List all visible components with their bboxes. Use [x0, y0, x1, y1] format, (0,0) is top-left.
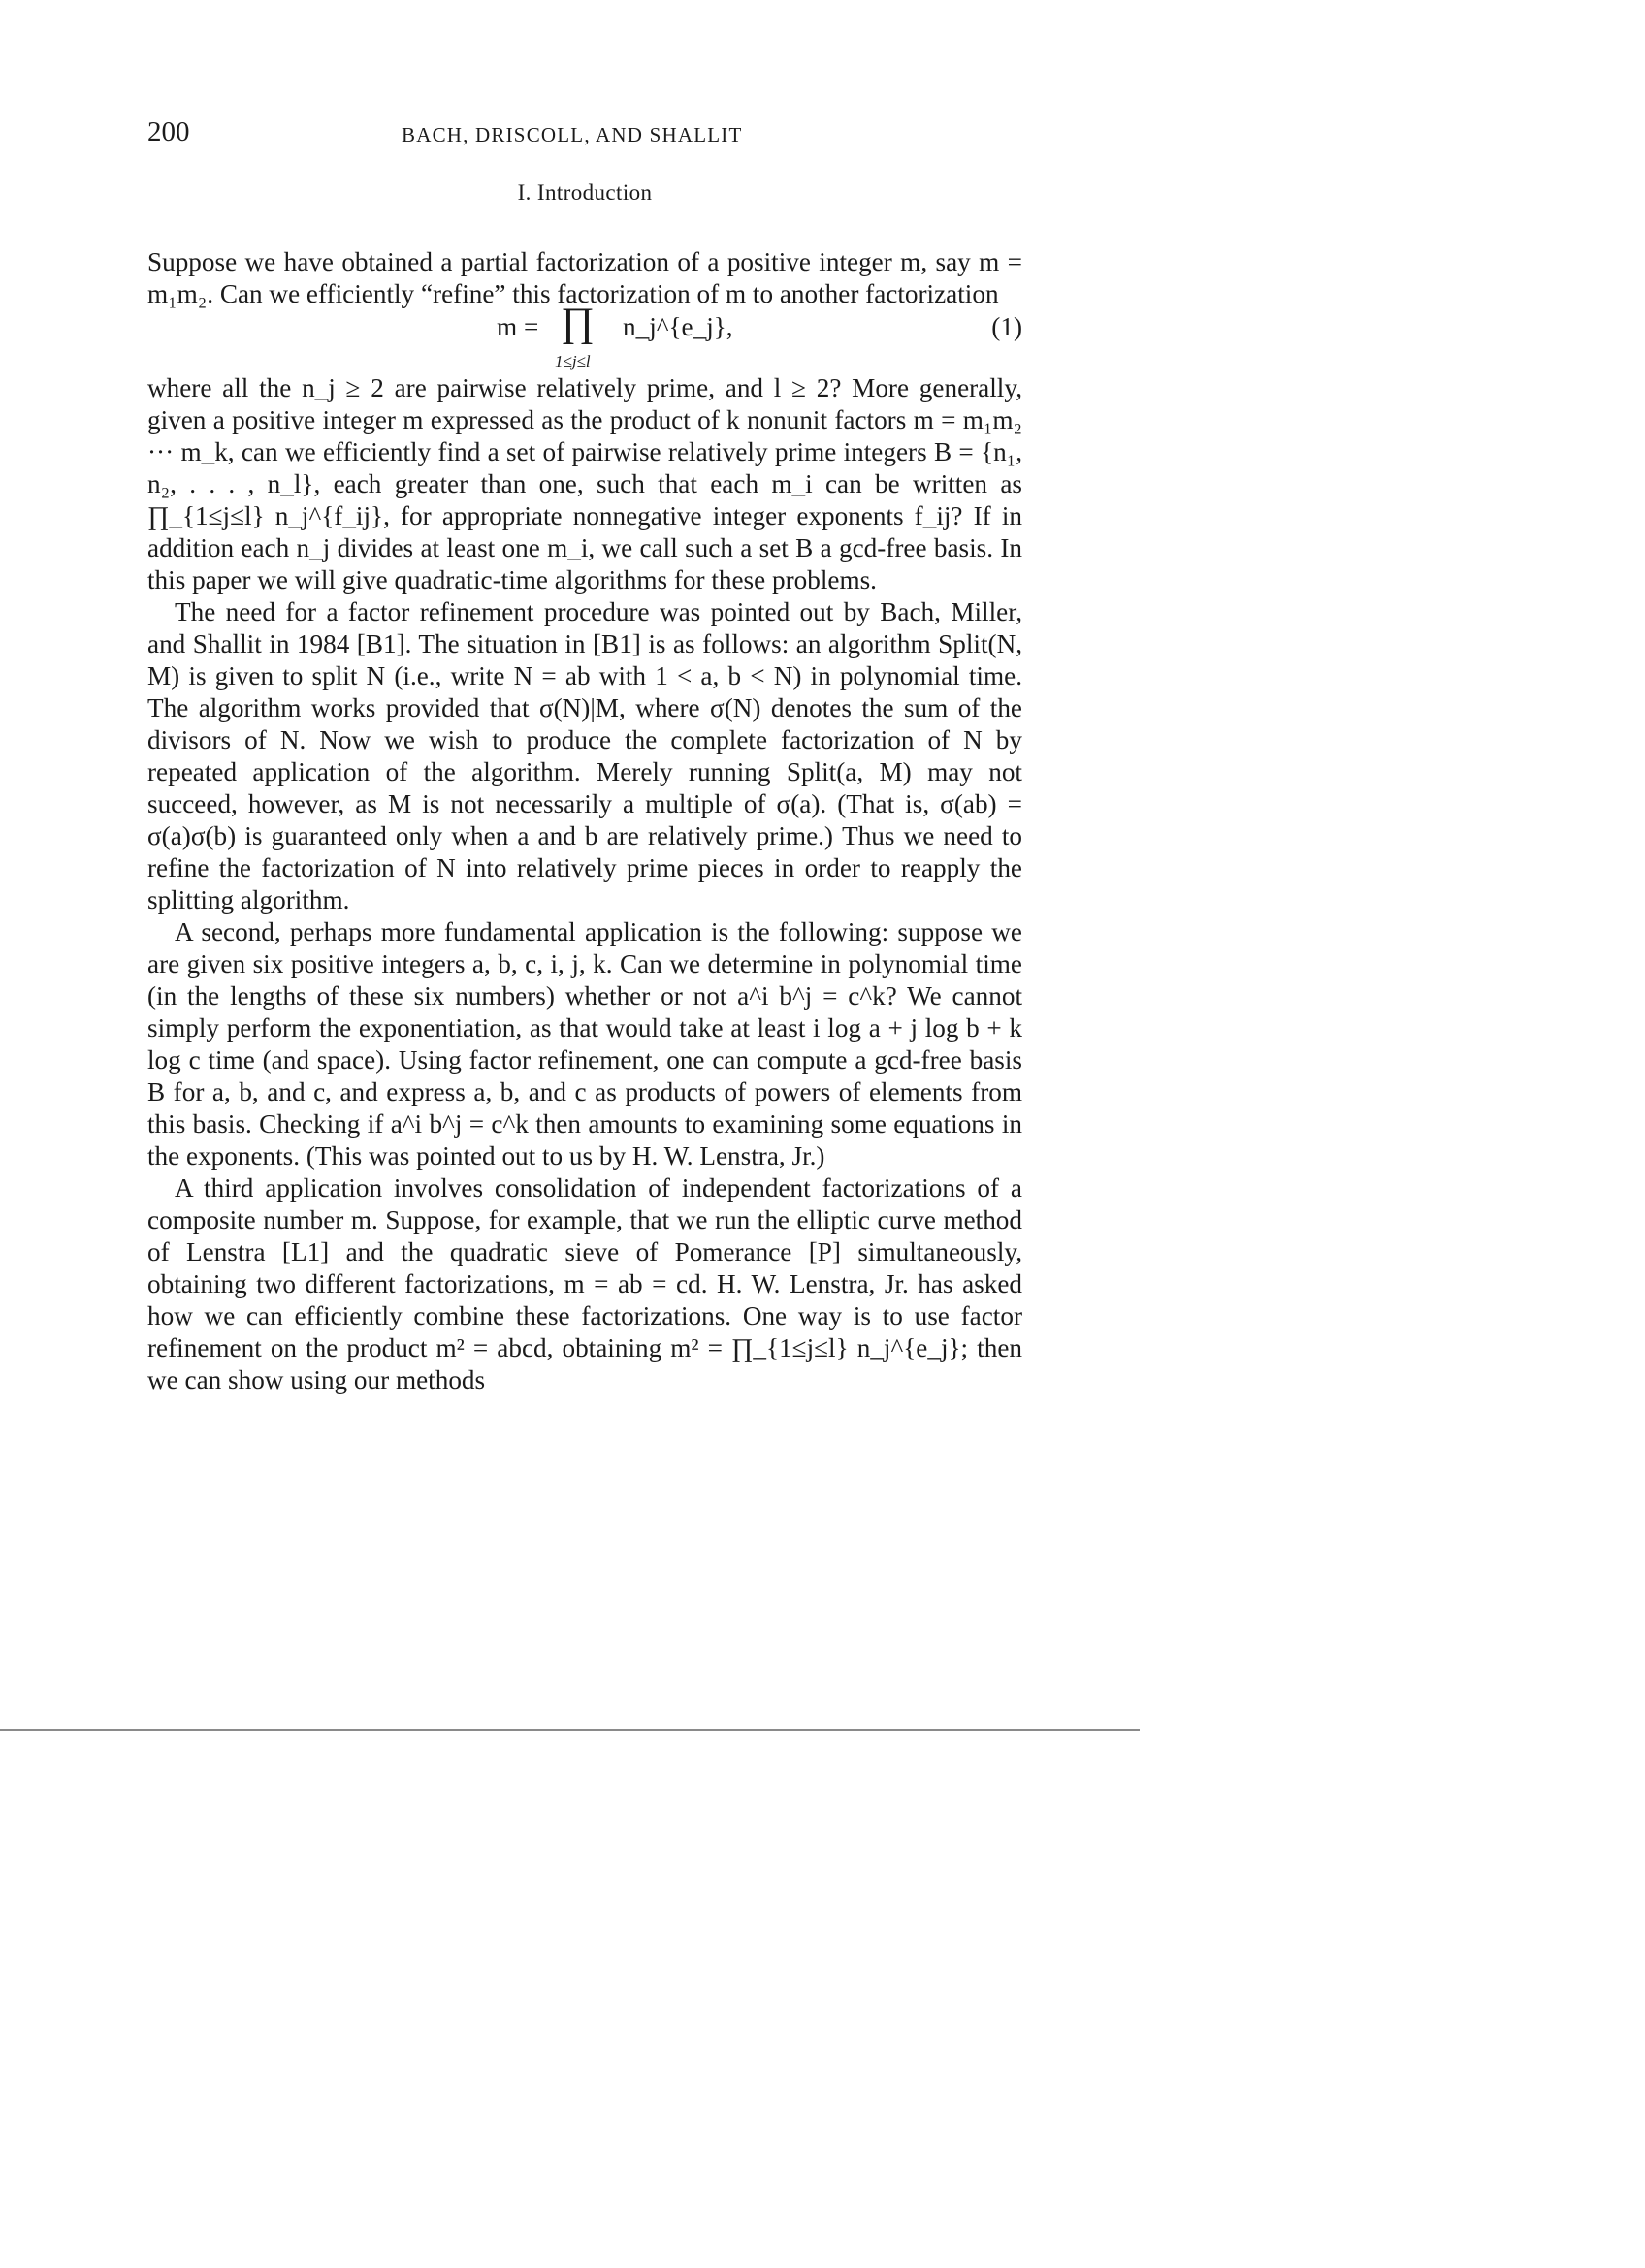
equation-lhs: m =	[497, 312, 539, 341]
equation-1	[147, 301, 1022, 372]
product-symbol: ∏	[561, 301, 595, 345]
paragraph-1b: where all the n_j ≥ 2 are pairwise relatively prime, and l ≥ 2? More generally, given a positive integer m expressed as the product of k nonunit factors m = m₁m₂ ··· m_k, can we efficiently find a set of pairwise relatively prime integers B = {n₁, n₂, . . . , n_l}, each greater than one, such that each m_i can be written as ∏_{1≤j≤l} n_j^{f_ij}, for appropriate nonnegative integer exponents f_ij? If in addition each n_j divides at least one m_i, we call such a set B a gcd-free basis. In this paper we will give quadratic-time algorithms for these problems.	[147, 373, 1022, 594]
page-number: 200	[147, 116, 190, 147]
paragraph-3: A second, perhaps more fundamental application is the following: suppose we are given six positive integers a, b, c, i, j, k. Can we determine in polynomial time (in the lengths of these six numbers) whether or not a^i b^j = c^k? We cannot simply perform the exponentiation, as that would take at least i log a + j log b + k log c time (and space). Using factor refinement, one can compute a gcd-free basis B for a, b, and c, and express a, b, and c as products of powers of elements from this basis. Checking if a^i b^j = c^k then amounts to examining some equations in the exponents. (This was pointed out to us by H. W. Lenstra, Jr.)	[147, 917, 1022, 1170]
equation-number: (1)	[991, 312, 1022, 341]
product-subscript: 1≤j≤l	[555, 352, 591, 370]
body-text	[147, 246, 1022, 1396]
scan-edge-line	[0, 1729, 1140, 1731]
paragraph-1a: Suppose we have obtained a partial factorization of a positive integer m, say m = m₁m₂. Can we efficiently “refine” this factorization of m to another factorization	[147, 247, 1022, 308]
running-head: BACH, DRISCOLL, AND SHALLIT	[402, 123, 743, 146]
equation-rhs: n_j^{e_j},	[623, 312, 733, 341]
paragraph-2: The need for a factor refinement procedure was pointed out by Bach, Miller, and Shallit in 1984 [B1]. The situation in [B1] is as follows: an algorithm Split(N, M) is given to split N (i.e., write N = ab with 1 < a, b < N) in polynomial time. The algorithm works provided that σ(N)|M, where σ(N) denotes the sum of the divisors of N. Now we wish to produce the complete factorization of N by repeated application of the algorithm. Merely running Split(a, M) may not succeed, however, as M is not necessarily a multiple of σ(a). (That is, σ(ab) = σ(a)σ(b) is guaranteed only when a and b are relatively prime.) Thus we need to refine the factorization of N into relatively prime pieces in order to reapply the splitting algorithm.	[147, 597, 1022, 914]
paragraph-4: A third application involves consolidation of independent factorizations of a composite number m. Suppose, for example, that we run the elliptic curve method of Lenstra [L1] and the quadratic sieve of Pomerance [P] simultaneously, obtaining two different factorizations, m = ab = cd. H. W. Lenstra, Jr. has asked how we can efficiently combine these factorizations. One way is to use factor refinement on the product m² = abcd, obtaining m² = ∏_{1≤j≤l} n_j^{e_j}; then we can show using our methods	[147, 1173, 1022, 1394]
running-header	[147, 116, 1022, 155]
section-title: I. Introduction	[517, 180, 653, 205]
